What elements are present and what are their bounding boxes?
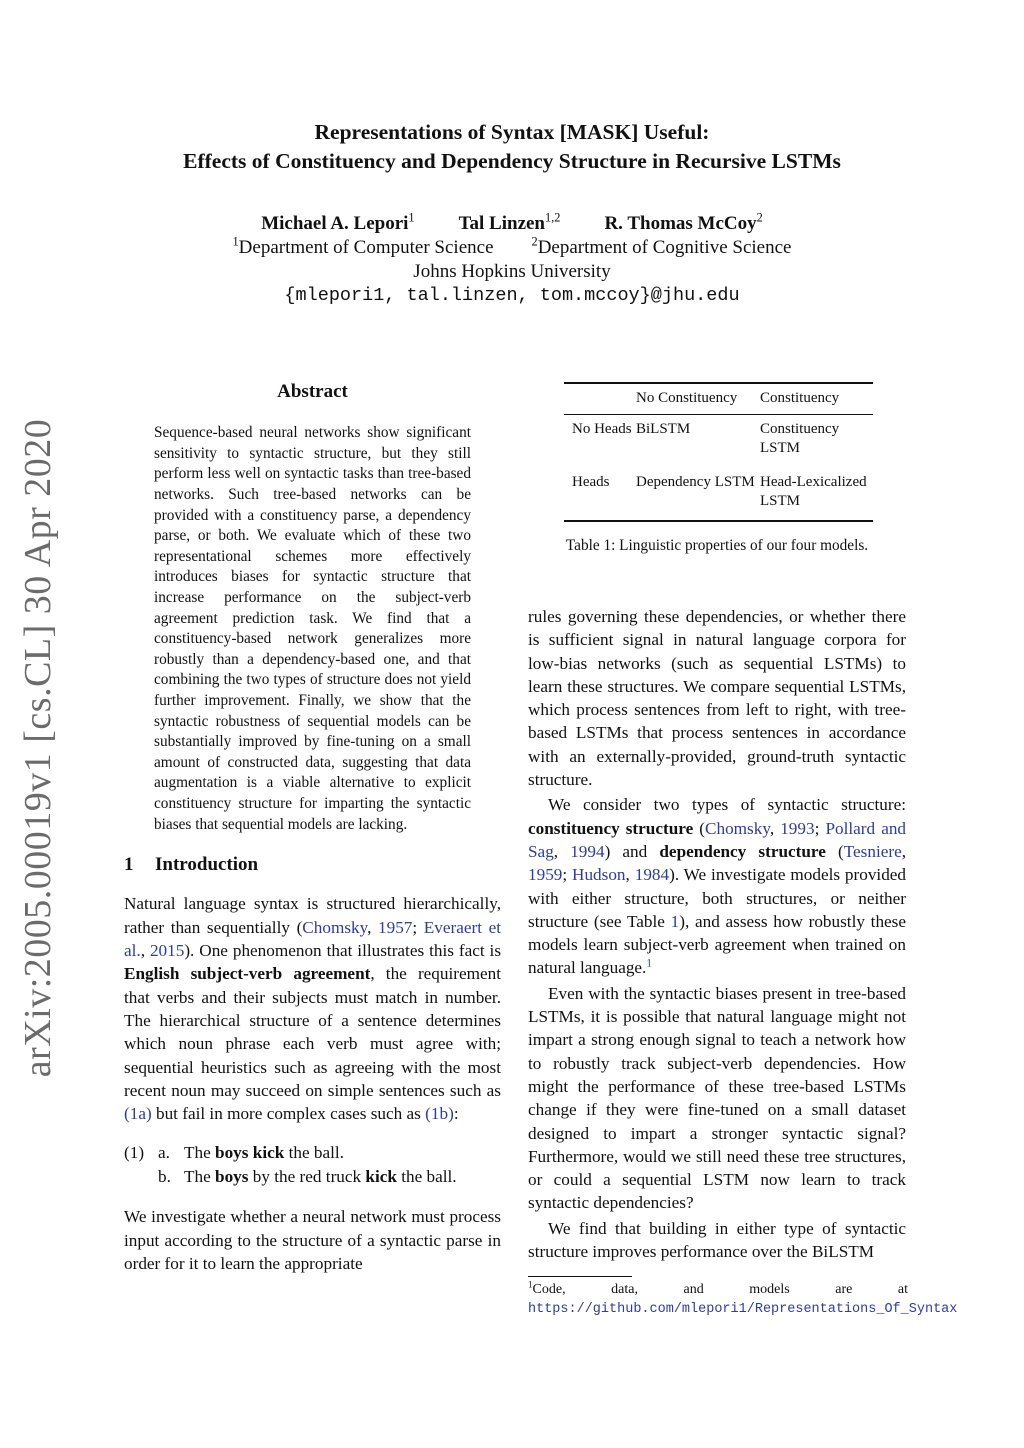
section-heading-introduction <box>124 853 501 876</box>
text-run: ) and <box>604 841 660 861</box>
text-run: but fail in more complex cases such as <box>151 1104 426 1124</box>
text-run: , the requirement that verbs and their subjects must match in number. The hierarchical structure of a sentence determines which noun phrase each verb must agree with; sequential heuristics such as agreeing with the most recent noun may succeed on simple sentences such as <box>124 964 501 1100</box>
text-run: , <box>625 865 635 885</box>
text-run: ). We investigate models provided with either structure, both structures, or neither structure (see Table <box>528 865 907 931</box>
section-title: Introduction <box>155 854 259 876</box>
paper-title <box>0 118 1024 176</box>
table-reference-link[interactable]: 1 <box>670 911 680 931</box>
text-run: ), and assess how robustly these models learn subject-verb agreement when trained on natural language. <box>528 911 906 978</box>
bold-term: dependency structure <box>659 841 826 861</box>
author-affiliation-mark: 1 <box>408 210 415 225</box>
text-run: , <box>367 917 378 937</box>
text-run: We consider two types of syntactic structure: <box>548 795 906 815</box>
text-run: ; <box>562 865 573 885</box>
bold-term: kick <box>365 1167 397 1187</box>
author-name: Tal Linzen <box>458 213 546 234</box>
right-paragraph-3: Even with the syntactic biases present in tree-based LSTMs, it is possible that natural language might not impart a strong enough signal to teach a network how to robustly track subject-verb dependencies. How might the performance of these tree-based LSTMs change if they were fine-tuned on a small dataset designed to impart a stronger syntactic signal? Furthermore, would we still need these tree structures, or could a sequential LSTM now learn to track syntactic dependencies? <box>528 983 906 1213</box>
models-table <box>564 382 873 522</box>
author-emails: {mlepori1, tal.linzen, tom.mccoy}@jhu.edu <box>284 285 740 306</box>
text-run: ( <box>825 841 844 861</box>
citation-link[interactable]: 1959 <box>528 865 563 885</box>
table-header-cell: No Constituency <box>636 390 738 406</box>
text-run: ). One phenomenon that illustrates this fact is <box>184 941 502 961</box>
citation-link[interactable]: Pollard and Sag <box>528 818 907 861</box>
example-reference-link[interactable]: (1b) <box>425 1104 454 1124</box>
university: Johns Hopkins University <box>413 261 611 282</box>
table-cell: Head-Lexicalized LSTM <box>760 473 867 509</box>
footnote-text: Code, data, and models are at <box>532 1282 908 1297</box>
citation-link[interactable]: 1957 <box>378 917 413 937</box>
citation-link[interactable]: 1993 <box>780 818 815 838</box>
citation-link[interactable]: Chomsky <box>302 917 368 937</box>
bold-term: boys <box>215 1167 249 1187</box>
bold-term: boys kick <box>215 1143 285 1163</box>
affiliation-2: Department of Cognitive Science <box>537 237 792 258</box>
citation-link[interactable]: 2015 <box>149 941 185 961</box>
footnote-divider <box>528 1276 632 1277</box>
text-run: ( <box>693 818 706 838</box>
table-header-cell: Constituency <box>760 390 840 406</box>
footnote-number: 1 <box>528 1279 533 1290</box>
text-run: , <box>140 941 150 961</box>
example-list <box>124 1141 501 1189</box>
text-run: , <box>769 818 781 838</box>
example-number: (1) <box>124 1143 145 1163</box>
table-cell: BiLSTM <box>636 420 691 437</box>
abstract-heading: Abstract <box>277 381 348 402</box>
left-column <box>124 380 501 1275</box>
title-line-2: Effects of Constituency and Dependency Structure in Recursive LSTMs <box>183 149 841 173</box>
affiliations-line <box>0 236 1024 260</box>
author-name: Michael A. Lepori <box>261 213 409 234</box>
table-row-label: Heads <box>572 473 610 490</box>
affiliation-mark: 2 <box>531 234 538 249</box>
citation-link[interactable]: Everaert et al. <box>124 917 502 961</box>
text-run: , <box>553 841 571 861</box>
table-header-cell <box>564 383 636 414</box>
author-names <box>0 212 1024 236</box>
author-block <box>0 212 1024 308</box>
bold-term: English subject-verb agreement <box>124 964 371 984</box>
intro-paragraph-2: We investigate whether a neural network must process input according to the structure of a syntactic parse in order for it to learn the appropriate <box>124 1207 501 1274</box>
example-item <box>124 1165 501 1189</box>
example-item <box>124 1141 501 1165</box>
affiliation-1: Department of Computer Science <box>238 237 494 258</box>
text-run: ; <box>412 917 424 937</box>
citation-link[interactable]: 1994 <box>570 841 605 861</box>
author-name: R. Thomas McCoy <box>604 213 757 234</box>
text-run: : <box>453 1104 459 1124</box>
table-cell: Constituency LSTM <box>760 420 840 456</box>
table-cell: Dependency LSTM <box>636 473 755 490</box>
text-run: ; <box>814 818 826 838</box>
citation-link[interactable]: Hudson <box>572 865 626 885</box>
text-run: Natural language syntax is structured hierarchically, rather than sequentially ( <box>124 894 501 937</box>
text-run: The <box>184 1143 216 1163</box>
arxiv-identifier-stamp: arXiv:2005.00019v1 [cs.CL] 30 Apr 2020 <box>17 418 59 1078</box>
citation-link[interactable]: 1984 <box>634 865 670 885</box>
right-paragraph-4: We find that building in either type of syntactic structure improves performance over the BiLSTM <box>528 1218 906 1262</box>
text-run: , <box>901 841 906 861</box>
example-letter: b. <box>158 1167 171 1187</box>
example-sentence <box>184 1141 344 1165</box>
author-affiliation-mark: 1,2 <box>545 210 561 225</box>
table-header-row <box>564 383 873 414</box>
intro-paragraph-1 <box>124 892 501 1125</box>
right-column <box>528 605 906 1263</box>
example-letter: a. <box>158 1143 170 1163</box>
table-row <box>564 473 873 521</box>
text-run: the ball. <box>396 1167 457 1187</box>
table-caption: Table 1: Linguistic properties of our four models. <box>565 537 869 554</box>
table-row-label: No Heads <box>572 420 632 437</box>
text-run: the ball. <box>284 1143 344 1163</box>
footnote-url-link[interactable]: https://github.com/mlepori1/Representations_Of_Syntax <box>528 1301 958 1317</box>
bold-term: constituency structure <box>528 818 694 838</box>
example-sentence <box>184 1165 457 1189</box>
citation-link[interactable]: Tesniere <box>843 841 902 861</box>
title-line-1: Representations of Syntax [MASK] Useful: <box>314 120 710 144</box>
affiliation-mark: 1 <box>232 234 239 249</box>
section-number: 1 <box>124 854 134 876</box>
example-reference-link[interactable]: (1a) <box>124 1104 152 1124</box>
text-run: by the red truck <box>248 1167 366 1187</box>
footnote <box>528 1279 958 1319</box>
right-paragraph-1: rules governing these dependencies, or whether there is sufficient signal in natural language corpora for low-bias networks (such as sequential LSTMs) to learn these structures. We compare sequential LSTMs, which process sentences from left to right, with tree-based LSTMs that process sentences in accordance with an externally-provided, ground-truth syntactic structure. <box>528 607 906 790</box>
author-affiliation-mark: 2 <box>756 210 763 225</box>
text-run: The <box>184 1167 216 1187</box>
footnote-marker[interactable]: 1 <box>646 957 652 970</box>
abstract-text: Sequence-based neural networks show significant sensitivity to syntactic structure, but they still perform less well on syntactic tasks than tree-based networks. Such tree-based networks can be provided with a constituency parse, a dependency parse, or both. We evaluate which of these two representational schemes more effectively introduces biases for syntactic structure that increase performance on the subject-verb agreement prediction task. We find that a constituency-based network generalizes more robustly than a dependency-based one, and that combining the two types of structure does not yield further improvement. Finally, we show that the syntactic robustness of sequential models can be substantially improved by fine-tuning on a small amount of constructed data, suggesting that data augmentation is a viable alternative to explicit constituency structure for imparting the syntactic biases that sequential models are lacking. <box>154 424 471 833</box>
table-row <box>564 414 873 473</box>
citation-link[interactable]: Chomsky <box>705 818 770 838</box>
right-paragraph-2 <box>528 793 906 979</box>
